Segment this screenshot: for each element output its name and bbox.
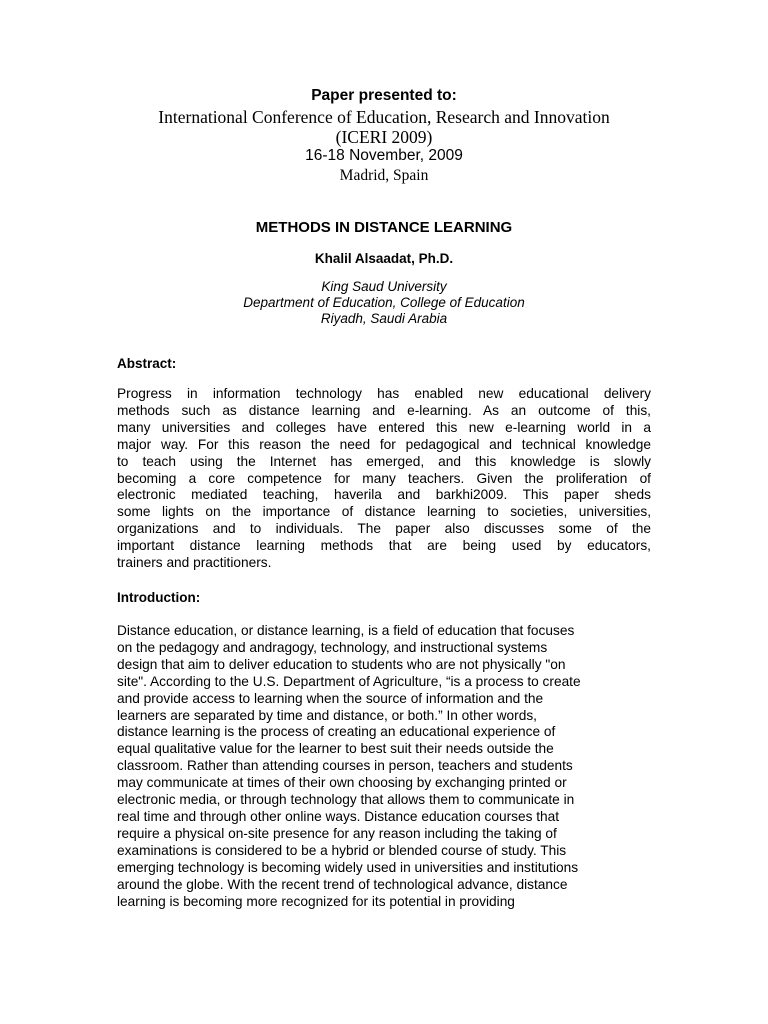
abstract-line: becoming a core competence for many teachers. Given the proliferation of (117, 470, 651, 486)
introduction-line: real time and through other online ways. Distance education courses that (117, 808, 560, 824)
introduction-line: on the pedagogy and andragogy, technology, and instructional systems (117, 639, 548, 655)
abstract-line: organizations and to individuals. The paper also discusses some of the (117, 521, 651, 537)
conference-acronym: (ICERI 2009) (335, 127, 433, 147)
introduction-line: electronic media, or through technology that allows them to communicate in (117, 792, 575, 808)
conference-location: Madrid, Spain (339, 167, 429, 184)
affiliation-department: Department of Education, College of Education (243, 295, 525, 310)
introduction-line: learning is becoming more recognized for its potential in providing (117, 893, 515, 909)
introduction-line: site". According to the U.S. Department of Agriculture, “is a process to create (117, 673, 581, 689)
introduction-line: and provide access to learning when the source of information and the (117, 690, 544, 706)
introduction-line: Distance education, or distance learning, is a field of education that focuses (117, 623, 575, 638)
introduction-line: require a physical on-site presence for any reason including the taking of (117, 825, 557, 841)
abstract-heading: Abstract: (117, 356, 177, 371)
abstract-body (117, 386, 651, 572)
abstract-line: important distance learning methods that are being used by educators, (117, 538, 651, 554)
abstract-line: trainers and practitioners. (117, 555, 272, 571)
abstract-line: electronic mediated teaching, haverila and barkhi2009. This paper sheds (117, 487, 651, 503)
introduction-line: may communicate at times of their own choosing by exchanging printed or (117, 775, 567, 791)
abstract-line: some lights on the importance of distance learning to societies, universities, (117, 504, 651, 520)
introduction-line: classroom. Rather than attending courses in person, teachers and students (117, 758, 573, 774)
conference-dates: 16-18 November, 2009 (305, 147, 463, 164)
introduction-line: equal qualitative value for the learner to best suit their needs outside the (117, 741, 554, 757)
introduction-body (117, 623, 651, 910)
abstract-line: many universities and colleges have entered this new e-learning world in a (117, 419, 651, 435)
abstract-line: major way. For this reason the need for pedagogical and technical knowledge (117, 436, 651, 452)
paper-author: Khalil Alsaadat, Ph.D. (314, 251, 454, 266)
paper-title: METHODS IN DISTANCE LEARNING (255, 219, 513, 236)
introduction-line: examinations is considered to be a hybrid or blended course of study. This (117, 842, 567, 858)
presented-to: Paper presented to: (311, 87, 457, 104)
conference-name: International Conference of Education, Research and Innovation (158, 107, 610, 127)
introduction-line: learners are separated by time and distance, or both.” In other words, (117, 707, 537, 723)
introduction-line: distance learning is the process of creating an educational experience of (117, 724, 556, 740)
introduction-line: design that aim to deliver education to students who are not physically "on (117, 656, 566, 672)
affiliation-university: King Saud University (321, 279, 447, 294)
introduction-line: around the globe. With the recent trend of technological advance, distance (117, 876, 568, 892)
introduction-line: emerging technology is becoming widely used in universities and institutions (117, 859, 579, 875)
introduction-heading: Introduction: (117, 590, 201, 605)
abstract-line: to teach using the Internet has emerged, and this knowledge is slowly (117, 453, 651, 469)
abstract-line: methods such as distance learning and e-learning. As an outcome of this, (117, 402, 651, 418)
abstract-line: Progress in information technology has enabled new educational delivery (117, 386, 651, 401)
affiliation-location: Riyadh, Saudi Arabia (320, 311, 448, 326)
